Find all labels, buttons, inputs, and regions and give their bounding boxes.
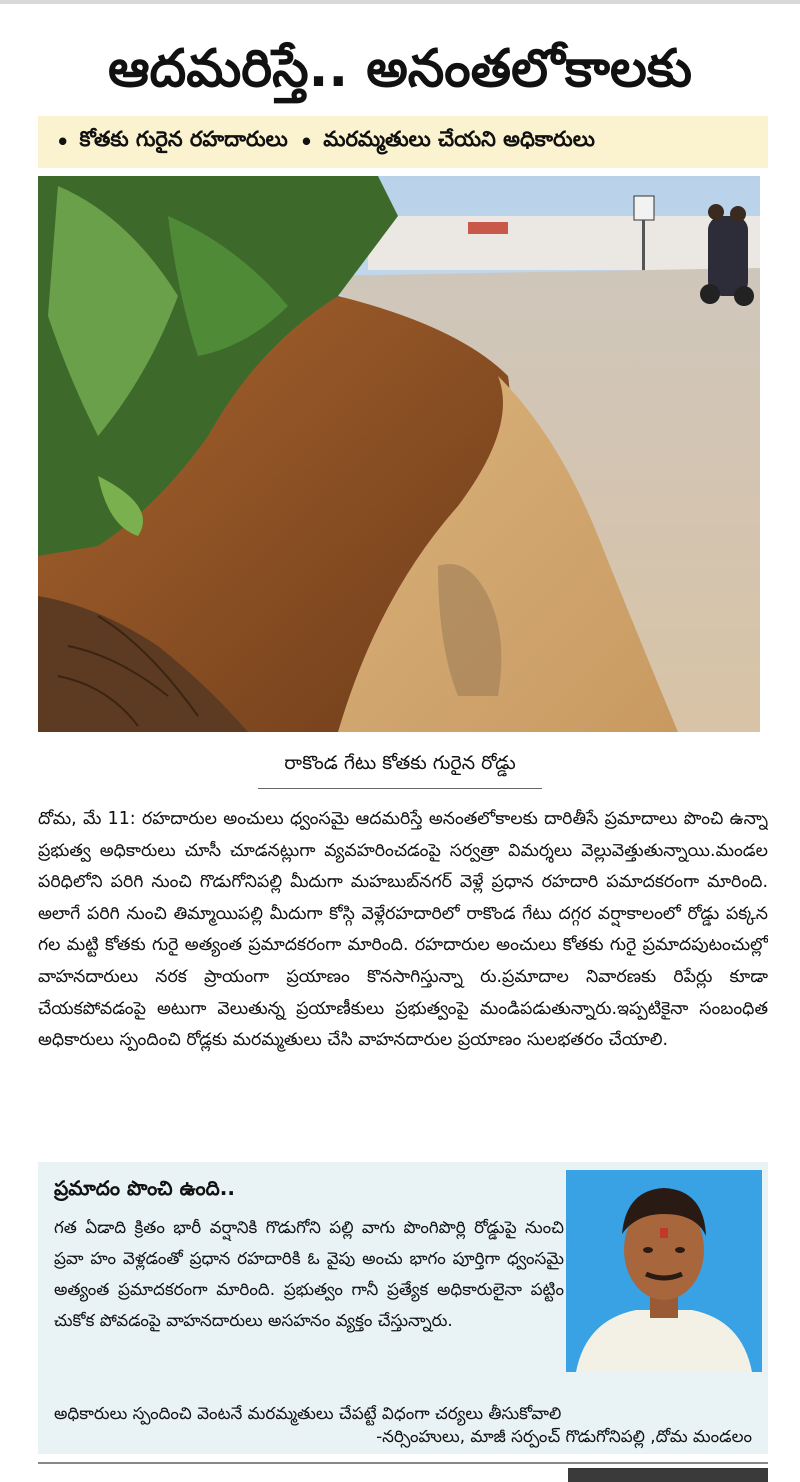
headline: ఆదమరిస్తే.. అనంతలోకాలకు — [108, 39, 692, 99]
bullet-icon: • — [299, 130, 314, 154]
portrait-illustration — [566, 1170, 762, 1372]
bottom-divider — [38, 1462, 768, 1464]
caption-underline — [258, 788, 542, 789]
quote-text: గత ఏడాది క్రితం భారీ వర్షానికి గొడుగోని పల్లి వాగు పొంగిపొర్లి రోడ్డుపై నుంచి ప్రవా హం వెళ్లడంతో ప్రధాన రహదారికి ఓ వైపు అంచు భాగం పూర్తిగా ధ్వంసమై అత్యంత ప్రమాదకరంగా మారింది. ప్రభుత్వం గానీ ప్రత్యేక అధికారులైనా పట్టిం చుకోక పోవడంపై వాహనదారులు అసహనం వ్యక్తం చేస్తున్నారు. — [54, 1217, 564, 1330]
photo-caption: రాకొండ గేటు కోతకు గురైన రోడ్డు — [284, 752, 516, 774]
article-body: దోమ, మే 11: రహదారుల అంచులు ధ్వంసమై ఆదమరిస్తే అనంతలోకాలకు దారితీసే ప్రమాదాలు పొంచి ఉన్నా ప్రభుత్వ అధికారులు చూసీ చూడనట్లుగా వ్యవహరించడంపై సర్వత్రా విమర్శలు వెల్లువెత్తుతున్నాయి.మండల పరిధిలోని పరిగి నుంచి గొడుగోనిపల్లి మీదుగా మహబుబ్‌నగర్ వెళ్లే ప్రధాన రహదారి పమాదకరంగా మారింది. అలాగే పరిగి నుంచి తిమ్మాయిపల్లి మీదుగా కోస్గి వెళ్లేరహదారిలో రాకొండ గేటు దగ్గర వర్షాకాలంలో రోడ్డు పక్కన గల మట్టి కోతకు గురై అత్యంత ప్రమాదకరంగా మారింది. రహదారుల అంచులు కోతకు గురై ప్రమాదపుటంచుల్లో వాహనదారులు నరక ప్రాయంగా ప్రయాణం కొనసాగిస్తున్నా రు.ప్రమాదాల నివారణకు రిపేర్లు కూడా చేయకపోవడంపై అటుగా వెలుతున్న ప్రయాణీకులు ప్రభుత్వంపై మండిపడుతున్నారు.ఇప్పటికైనా సంబంధిత అధికారులు స్పందించి రోడ్లకు మరమ్మతులు చేసి వాహనదారుల ప్రయాణం సులభతరం చేయాలి. — [38, 809, 768, 1051]
road-erosion-photo — [38, 176, 760, 732]
quote-box — [38, 1162, 768, 1454]
road-photo-illustration — [38, 176, 760, 732]
subhead-point-1: కోతకు గురైన రహదారులు — [79, 127, 288, 151]
bullet-icon: • — [56, 130, 70, 154]
next-article-photo-edge — [568, 1468, 768, 1482]
speaker-portrait — [566, 1170, 762, 1372]
quote-title: ప్రమాదం పొంచి ఉంది.. — [54, 1176, 236, 1200]
subhead-band — [38, 116, 768, 168]
subhead-point-2: మరమ్మతులు చేయని అధికారులు — [323, 127, 595, 151]
quote-attribution: -నర్సింహులు, మాజీ సర్పంచ్ గొడుగోనిపల్లి ,దోమ మండలం — [376, 1426, 752, 1446]
top-divider — [0, 0, 800, 4]
quote-text-continued: అధికారులు స్పందించి వెంటనే మరమ్మతులు చేపట్టే విధంగా చర్యలు తీసుకోవాలి — [54, 1403, 562, 1423]
